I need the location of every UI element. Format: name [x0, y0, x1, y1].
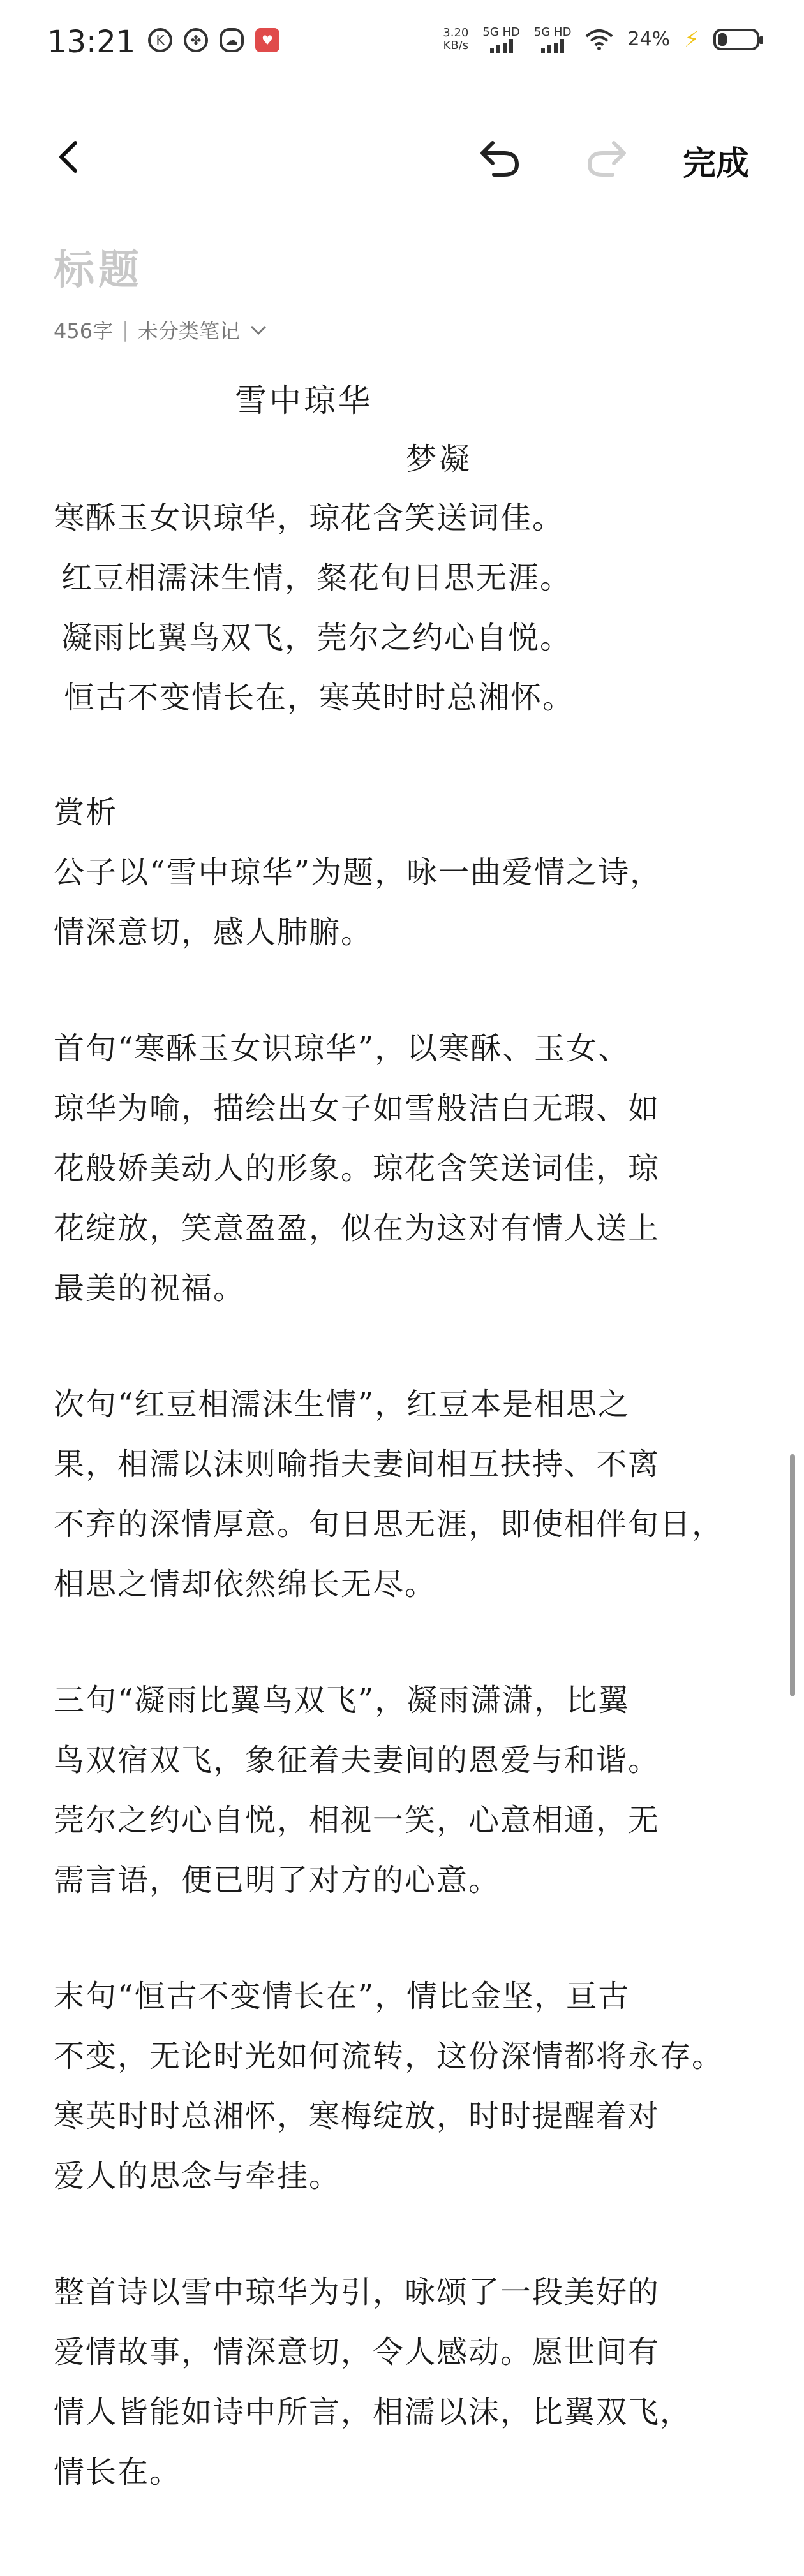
battery-fill	[718, 33, 727, 46]
analysis-line: 次句“红豆相濡沫生情”，红豆本是相思之	[54, 1387, 630, 1422]
sim2-label: 5G HD	[533, 26, 572, 39]
back-arrow-icon[interactable]	[51, 138, 89, 176]
signal-bars-icon	[490, 39, 513, 53]
poem-line: 红豆相濡沫生情，粲花旬日思无涯。	[61, 560, 572, 596]
redo-icon[interactable]	[581, 134, 632, 180]
fan-app-icon: ✤	[184, 28, 208, 52]
char-count: 456字	[54, 319, 114, 343]
wechat-icon: ☁	[220, 28, 244, 52]
analysis-line: 相思之情却依然绵长无尽。	[54, 1566, 437, 1602]
analysis-line: 琼华为喻，描绘出女子如雪般洁白无瑕、如	[54, 1091, 660, 1126]
analysis-line: 整首诗以雪中琼华为引，咏颂了一段美好的	[54, 2274, 660, 2310]
analysis-line: 末句“恒古不变情长在”，情比金坚，亘古	[54, 1978, 630, 2014]
analysis-line: 首句“寒酥玉女识琼华”，以寒酥、玉女、	[54, 1031, 630, 1066]
red-app-icon: ♥	[255, 28, 279, 52]
analysis-line: 寒英时时总湘怀，寒梅绽放，时时提醒着对	[54, 2098, 660, 2134]
analysis-line: 不弃的深情厚意。旬日思无涯，即使相伴旬日，	[54, 1506, 724, 1542]
analysis-line: 情长在。	[54, 2454, 182, 2490]
chevron-down-icon[interactable]	[249, 323, 268, 337]
status-bar	[0, 0, 804, 96]
note-meta	[54, 315, 268, 344]
analysis-line: 莞尔之约心自悦，相视一笑，心意相通，无	[54, 1802, 660, 1838]
sim1-label: 5G HD	[482, 26, 520, 39]
net-speed-value: 3.20	[443, 26, 469, 40]
analysis-line: 需言语，便已明了对方的心意。	[54, 1862, 501, 1898]
meta-separator: |	[122, 318, 129, 342]
poem-title: 雪中琼华	[235, 382, 373, 419]
analysis-line: 果，相濡以沫则喻指夫妻间相互扶持、不离	[54, 1446, 660, 1482]
net-speed-unit: KB/s	[443, 38, 469, 52]
category-dropdown[interactable]: 未分类笔记	[137, 319, 240, 343]
analysis-line: 鸟双宿双飞，象征着夫妻间的恩爱与和谐。	[54, 1742, 660, 1778]
status-time: 13:21	[47, 24, 136, 60]
analysis-line: 最美的祝福。	[54, 1270, 246, 1306]
poem-line: 寒酥玉女识琼华，琼花含笑送词佳。	[54, 500, 565, 536]
poem-line: 恒古不变情长在，寒英时时总湘怀。	[64, 680, 575, 716]
analysis-line: 不变，无论时光如何流转，这份深情都将永存。	[54, 2038, 724, 2074]
analysis-line: 情深意切，感人肺腑。	[54, 915, 373, 950]
analysis-line: 情人皆能如诗中所言，相濡以沫，比翼双飞，	[54, 2394, 692, 2430]
scrollbar[interactable]	[790, 1454, 795, 1696]
done-button[interactable]: 完成	[683, 145, 750, 183]
sim2-signal	[534, 26, 572, 53]
charging-icon: ⚡	[684, 26, 699, 52]
battery-percent: 24%	[627, 28, 671, 50]
poem-author: 梦凝	[406, 441, 473, 477]
signal-bars-icon	[541, 39, 564, 53]
analysis-line: 三句“凝雨比翼鸟双飞”，凝雨潇潇，比翼	[54, 1682, 630, 1718]
net-speed	[443, 27, 468, 52]
undo-icon[interactable]	[475, 134, 526, 180]
wifi-icon	[585, 29, 613, 50]
analysis-heading: 赏析	[54, 795, 118, 830]
analysis-line: 爱情故事，情深意切，令人感动。愿世间有	[54, 2334, 660, 2370]
sim1-signal	[482, 26, 520, 53]
status-right	[443, 26, 759, 53]
battery-icon	[713, 29, 759, 50]
analysis-line: 花般娇美动人的形象。琼花含笑送词佳，琼	[54, 1151, 660, 1186]
analysis-line: 花绽放，笑意盈盈，似在为这对有情人送上	[54, 1211, 660, 1246]
k-app-icon: K	[148, 28, 172, 52]
analysis-line: 公子以“雪中琼华”为题，咏一曲爱情之诗，	[54, 855, 662, 890]
note-title-input[interactable]: 标题	[54, 247, 143, 294]
notification-icons	[148, 28, 279, 52]
analysis-line: 爱人的思念与牵挂。	[54, 2158, 341, 2194]
editor-toolbar	[0, 121, 804, 198]
poem-line: 凝雨比翼鸟双飞，莞尔之约心自悦。	[61, 620, 572, 656]
